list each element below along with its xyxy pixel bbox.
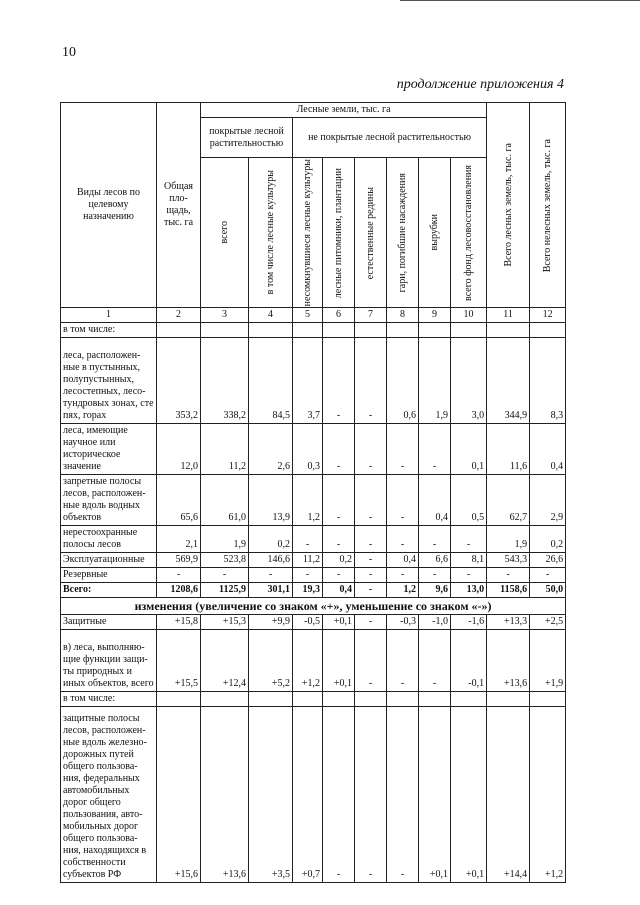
top-rule [400, 0, 640, 1]
value-cell: - [249, 568, 293, 583]
value-cell: 0,3 [293, 424, 323, 475]
value-cell: - [387, 424, 419, 475]
column-number: 6 [323, 308, 355, 323]
value-cell: +13,6 [201, 707, 249, 883]
table-row [61, 707, 566, 883]
value-cell: +1,2 [293, 630, 323, 692]
value-cell: 0,2 [323, 553, 355, 568]
changes-section-title: изменения (увеличение со знаком «+», уменьшение со знаком «-») [61, 598, 566, 615]
column-number: 4 [249, 308, 293, 323]
row-label: защитные полосы лесов, расположен-ные вдоль железно-дорожных путей общего пользова-ния, федеральных автомобильных дорог общего пользования, авто-мобильных дорог общего пользова-ния, находящихся в собственности субъектов РФ [61, 707, 157, 883]
value-cell: - [355, 568, 387, 583]
value-cell: - [323, 707, 355, 883]
value-cell: 19,3 [293, 583, 323, 598]
row-label: Всего: [61, 583, 157, 598]
value-cell: 6,6 [419, 553, 451, 568]
value-cell: - [355, 553, 387, 568]
value-cell: 3,0 [451, 338, 487, 424]
value-cell: 11,2 [201, 424, 249, 475]
value-cell: - [323, 568, 355, 583]
table-header [61, 103, 566, 308]
empty-cell [293, 323, 323, 338]
value-cell: 2,6 [249, 424, 293, 475]
empty-cell [355, 323, 387, 338]
value-cell: 9,6 [419, 583, 451, 598]
empty-cell [249, 692, 293, 707]
value-cell: 1,9 [201, 526, 249, 553]
empty-cell [387, 323, 419, 338]
value-cell: +5,2 [249, 630, 293, 692]
value-cell: - [387, 475, 419, 526]
value-cell: 146,6 [249, 553, 293, 568]
value-cell: 1,9 [487, 526, 530, 553]
empty-cell [387, 692, 419, 707]
value-cell: - [387, 707, 419, 883]
header-natural-sparse: естественные редины [355, 158, 387, 308]
value-cell: 84,5 [249, 338, 293, 424]
column-number: 3 [201, 308, 249, 323]
empty-cell [157, 323, 201, 338]
empty-cell [451, 692, 487, 707]
header-total-area: Общая пло-щадь, тыс. га [157, 103, 201, 308]
table-row [61, 630, 566, 692]
value-cell: +1,9 [530, 630, 566, 692]
value-cell: 0,2 [530, 526, 566, 553]
column-number: 1 [61, 308, 157, 323]
table-row [61, 526, 566, 553]
empty-cell [419, 323, 451, 338]
row-label: Защитные [61, 615, 157, 630]
value-cell: - [419, 568, 451, 583]
header-covered-total: всего [201, 158, 249, 308]
column-number: 9 [419, 308, 451, 323]
value-cell: +15,3 [201, 615, 249, 630]
value-cell: - [451, 568, 487, 583]
value-cell: 8,3 [530, 338, 566, 424]
value-cell: 1,2 [387, 583, 419, 598]
value-cell: +2,5 [530, 615, 566, 630]
appendix-continuation-title: продолжение приложения 4 [396, 77, 564, 92]
value-cell: - [419, 424, 451, 475]
value-cell: 65,6 [157, 475, 201, 526]
header-forest-lands: Лесные земли, тыс. га [201, 103, 487, 118]
note-label: в том числе: [61, 692, 157, 707]
empty-cell [293, 692, 323, 707]
value-cell: - [387, 526, 419, 553]
header-unclosed-cultures: несомкнувшиеся лесные культуры [293, 158, 323, 308]
table-row [61, 424, 566, 475]
value-cell: 0,4 [323, 583, 355, 598]
column-numbers-row [61, 308, 566, 323]
column-number: 5 [293, 308, 323, 323]
table-row [61, 615, 566, 630]
header-forest-cultures: в том числе лесные культуры [249, 158, 293, 308]
table-row [61, 568, 566, 583]
value-cell: 13,9 [249, 475, 293, 526]
value-cell: - [419, 630, 451, 692]
header-nurseries: лесные питомники, плантации [323, 158, 355, 308]
value-cell: 0,4 [419, 475, 451, 526]
empty-cell [323, 323, 355, 338]
value-cell: 11,2 [293, 553, 323, 568]
note-row [61, 323, 566, 338]
value-cell: 523,8 [201, 553, 249, 568]
value-cell: +9,9 [249, 615, 293, 630]
empty-cell [419, 692, 451, 707]
value-cell: +0,7 [293, 707, 323, 883]
header-not-covered: не покрытые лесной растительностью [293, 118, 487, 158]
value-cell: - [355, 630, 387, 692]
value-cell: 2,9 [530, 475, 566, 526]
table-row [61, 338, 566, 424]
value-cell: -0,3 [387, 615, 419, 630]
value-cell: - [530, 568, 566, 583]
row-label: в) леса, выполняю-щие функции защи-ты природных и иных объектов, всего [61, 630, 157, 692]
value-cell: - [355, 338, 387, 424]
table-body [61, 308, 566, 883]
value-cell: - [419, 526, 451, 553]
row-label: запретные полосы лесов, расположен-ные вдоль водных объектов [61, 475, 157, 526]
value-cell: +12,4 [201, 630, 249, 692]
value-cell: - [157, 568, 201, 583]
value-cell: 301,1 [249, 583, 293, 598]
value-cell: -0,1 [451, 630, 487, 692]
empty-cell [487, 692, 530, 707]
value-cell: 0,4 [530, 424, 566, 475]
column-number: 8 [387, 308, 419, 323]
column-number: 2 [157, 308, 201, 323]
row-label: леса, имеющие научное или историческое значение [61, 424, 157, 475]
column-number: 10 [451, 308, 487, 323]
total-row [61, 583, 566, 598]
value-cell: +0,1 [419, 707, 451, 883]
value-cell: - [355, 615, 387, 630]
empty-cell [157, 692, 201, 707]
value-cell: - [323, 424, 355, 475]
value-cell: 0,1 [451, 424, 487, 475]
value-cell: - [387, 568, 419, 583]
table-row [61, 475, 566, 526]
column-number: 11 [487, 308, 530, 323]
value-cell: 11,6 [487, 424, 530, 475]
note-row [61, 692, 566, 707]
changes-section-row [61, 598, 566, 615]
value-cell: 12,0 [157, 424, 201, 475]
value-cell: 1125,9 [201, 583, 249, 598]
column-number: 7 [355, 308, 387, 323]
value-cell: 1,9 [419, 338, 451, 424]
row-label: Эксплуатационные [61, 553, 157, 568]
value-cell: +0,1 [323, 630, 355, 692]
value-cell: - [451, 526, 487, 553]
value-cell: - [355, 475, 387, 526]
empty-cell [201, 692, 249, 707]
value-cell: - [293, 568, 323, 583]
empty-cell [487, 323, 530, 338]
value-cell: - [487, 568, 530, 583]
value-cell: +3,5 [249, 707, 293, 883]
value-cell: - [355, 707, 387, 883]
header-burnt-areas: гари, погибшие насаждения [387, 158, 419, 308]
value-cell: 0,6 [387, 338, 419, 424]
header-total-nonforest-lands: Всего нелесных земель, тыс. га [530, 103, 566, 308]
value-cell: 3,7 [293, 338, 323, 424]
value-cell: +1,2 [530, 707, 566, 883]
value-cell: +14,4 [487, 707, 530, 883]
header-covered: покрытые лесной растительностью [201, 118, 293, 158]
empty-cell [323, 692, 355, 707]
row-label: Резервные [61, 568, 157, 583]
value-cell: +0,1 [323, 615, 355, 630]
value-cell: -1,6 [451, 615, 487, 630]
value-cell: 2,1 [157, 526, 201, 553]
value-cell: 8,1 [451, 553, 487, 568]
value-cell: - [355, 424, 387, 475]
value-cell: +13,3 [487, 615, 530, 630]
value-cell: 62,7 [487, 475, 530, 526]
value-cell: +15,8 [157, 615, 201, 630]
value-cell: 543,3 [487, 553, 530, 568]
empty-cell [355, 692, 387, 707]
value-cell: 1158,6 [487, 583, 530, 598]
page-number: 10 [62, 45, 76, 60]
value-cell: 0,4 [387, 553, 419, 568]
value-cell: - [387, 630, 419, 692]
value-cell: +13,6 [487, 630, 530, 692]
empty-cell [249, 323, 293, 338]
value-cell: 26,6 [530, 553, 566, 568]
value-cell: 13,0 [451, 583, 487, 598]
value-cell: 353,2 [157, 338, 201, 424]
value-cell: 50,0 [530, 583, 566, 598]
header-total-forest-lands: Всего лесных земель, тыс. га [487, 103, 530, 308]
value-cell: 61,0 [201, 475, 249, 526]
value-cell: - [323, 526, 355, 553]
empty-cell [530, 692, 566, 707]
value-cell: 569,9 [157, 553, 201, 568]
value-cell: 0,2 [249, 526, 293, 553]
value-cell: - [323, 475, 355, 526]
table-row [61, 553, 566, 568]
row-label: леса, расположен-ные в пустынных, полупустынных, лесостепных, лесо-тундровых зонах, сте пях, горах [61, 338, 157, 424]
value-cell: +0,1 [451, 707, 487, 883]
empty-cell [530, 323, 566, 338]
value-cell: -0,5 [293, 615, 323, 630]
value-cell: +15,5 [157, 630, 201, 692]
value-cell: -1,0 [419, 615, 451, 630]
empty-cell [451, 323, 487, 338]
header-forest-types: Виды лесов по целевому назначению [61, 103, 157, 308]
value-cell: - [323, 338, 355, 424]
value-cell: - [293, 526, 323, 553]
empty-cell [201, 323, 249, 338]
value-cell: - [355, 526, 387, 553]
header-reforestation-fund: всего фонд лесовосстановления [451, 158, 487, 308]
value-cell: +15,6 [157, 707, 201, 883]
row-label: нерестоохранные полосы лесов [61, 526, 157, 553]
value-cell: 1,2 [293, 475, 323, 526]
header-clearings: вырубки [419, 158, 451, 308]
value-cell: - [201, 568, 249, 583]
value-cell: 0,5 [451, 475, 487, 526]
note-label: в том числе: [61, 323, 157, 338]
value-cell: 1208,6 [157, 583, 201, 598]
value-cell: - [355, 583, 387, 598]
column-number: 12 [530, 308, 566, 323]
value-cell: 344,9 [487, 338, 530, 424]
value-cell: 338,2 [201, 338, 249, 424]
forest-lands-table [60, 102, 566, 883]
